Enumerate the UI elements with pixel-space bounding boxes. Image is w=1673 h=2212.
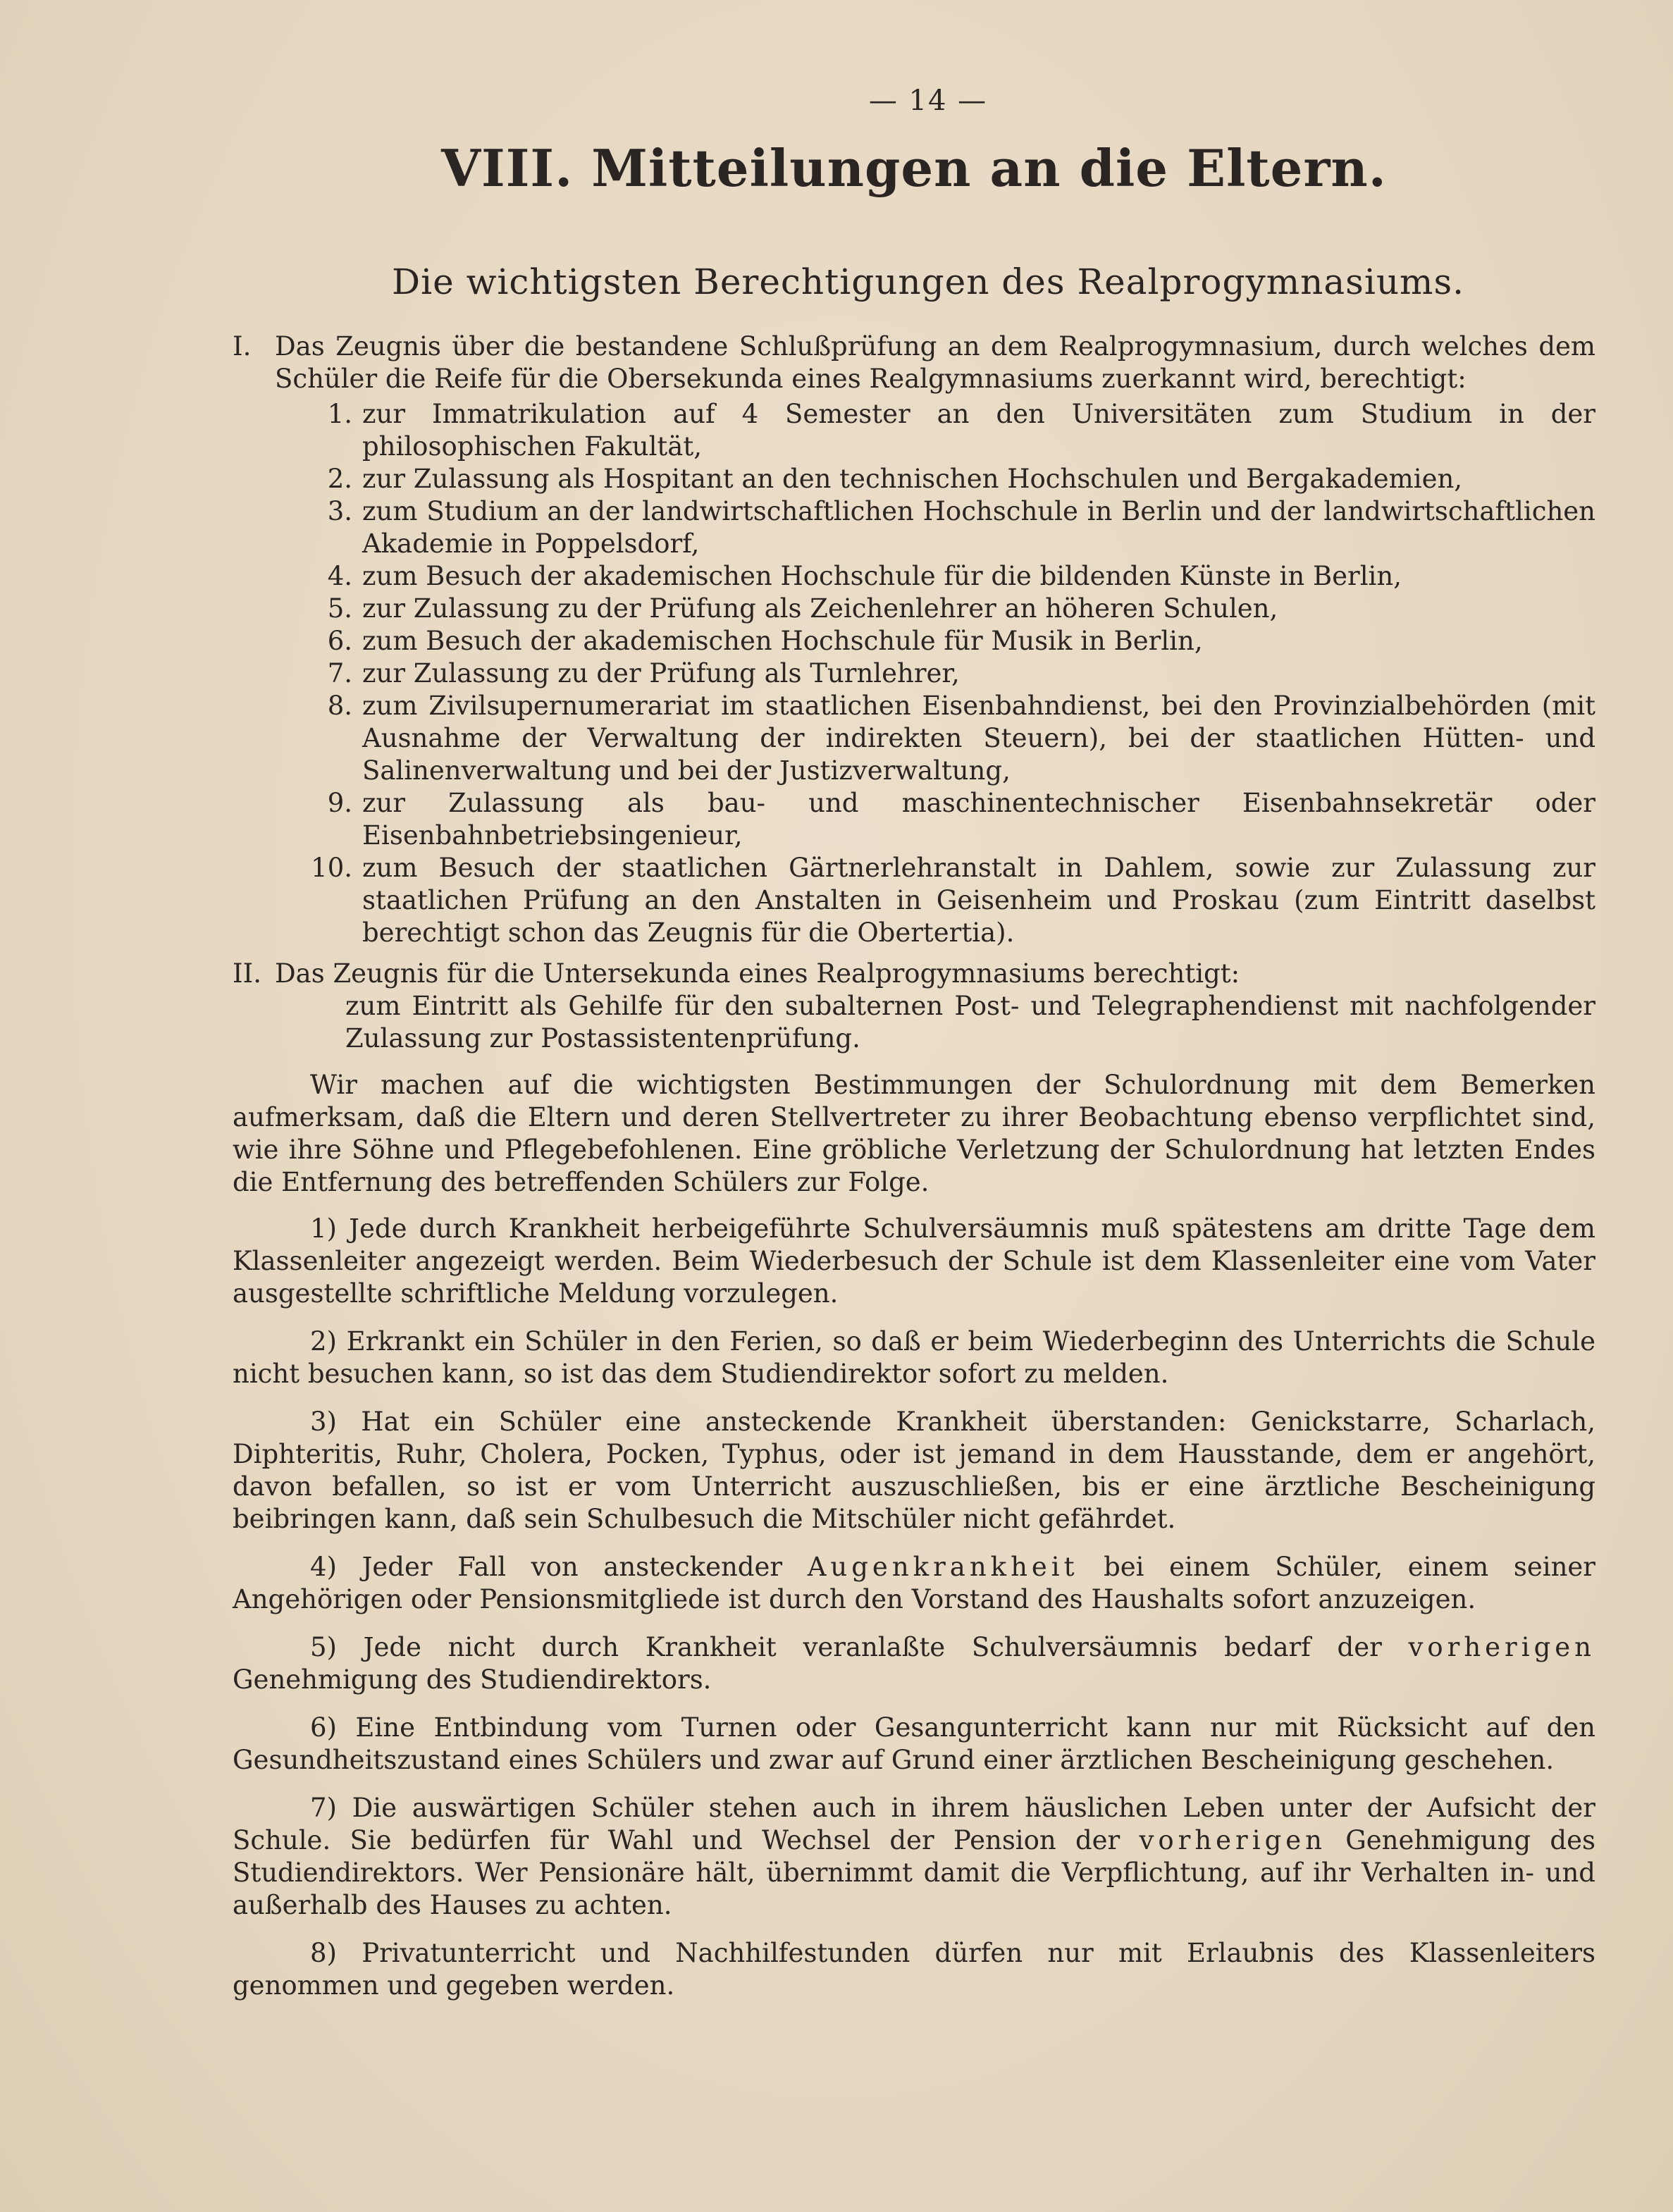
list-item: 6. zum Besuch der akademischen Hochschule für Musik in Berlin, — [327, 626, 1203, 656]
section-two-number: II. — [233, 958, 261, 989]
list-item: 5. zur Zulassung zu der Prüfung als Zeichenlehrer an höheren Schulen, — [327, 593, 1278, 624]
list-item: 9. zur Zulassung als bau- und maschinentechnischer Eisenbahnsekretär oder Eisenbahnbetriebsingenieur, — [327, 788, 1595, 851]
list-item: 7. zur Zulassung zu der Prüfung als Turnlehrer, — [327, 658, 960, 688]
intro-paragraph: Wir machen auf die wichtigsten Bestimmungen der Schulordnung mit dem Bemerken aufmerksam, daß die Eltern und deren Stellvertreter zu ihrer Beobachtung ebenso verpflichtet sind, wie ihre Söhne und Pflegebefohlenen. Eine gröbliche Verletzung der Schulordnung hat letzten Endes die Entfernung des betreffenden Schülers zur Folge. — [233, 1070, 1595, 1197]
rule-2: 2) Erkrankt ein Schüler in den Ferien, so daß er beim Wiederbeginn des Unterrichts die Schule nicht besuchen kann, so ist das dem Studiendirektor sofort zu melden. — [233, 1326, 1595, 1389]
rule-7: 7) Die auswärtigen Schüler stehen auch in ihrem häuslichen Leben unter der Aufsicht der Schule. Sie bedürfen für Wahl und Wechsel der Pension der vorherigen Genehmigung des Studiendirektors. Wer Pensionäre hält, übernimmt damit die Verpflichtung, auf ihr Verhalten in- und außerhalb des Hauses zu achten. — [233, 1793, 1595, 1920]
section-two-body: zum Eintritt als Gehilfe für den subalternen Post- und Telegraphendienst mit nachfolgender Zulassung zur Postassistentenprüfung. — [345, 991, 1595, 1054]
emphasis-text: Augenkrankheit — [807, 1552, 1079, 1582]
list-item: 4. zum Besuch der akademischen Hochschule für die bildenden Künste in Berlin, — [327, 561, 1402, 591]
rule-5: 5) Jede nicht durch Krankheit veranlaßte Schulversäumnis bedarf der vorherigen Genehmigung des Studiendirektors. — [233, 1632, 1595, 1695]
rule-6: 6) Eine Entbindung vom Turnen oder Gesangunterricht kann nur mit Rücksicht auf den Gesundheitszustand eines Schülers und zwar auf Grund einer ärztlichen Bescheinigung geschehen. — [233, 1712, 1595, 1775]
section-two-head — [233, 958, 1595, 990]
emphasis-text: vorherigen — [1408, 1632, 1595, 1662]
section-two — [233, 958, 1595, 1055]
section-one-intro: Das Zeugnis über die bestandene Schlußprüfung an dem Realprogymnasium, durch welches dem Schüler die Reife für die Obersekunda eines Realgymnasiums zuerkannt wird, berechtigt: — [275, 331, 1595, 394]
section-one — [233, 330, 1595, 949]
entitlement-list — [233, 398, 1595, 949]
list-item: 3. zum Studium an der landwirtschaftlichen Hochschule in Berlin und der landwirtschaftlichen Akademie in Poppelsdorf, — [327, 496, 1595, 559]
rule-3: 3) Hat ein Schüler eine ansteckende Krankheit überstanden: Genickstarre, Scharlach, Diphteritis, Ruhr, Cholera, Pocken, Typhus, oder ist jemand in dem Hausstande, dem er angehört, davon befallen, so ist er vom Unterricht auszuschließen, bis er eine ärztliche Bescheinigung beibringen kann, daß sein Schulbesuch die Mitschüler nicht gefährdet. — [233, 1407, 1595, 1534]
list-item: 10. zum Besuch der staatlichen Gärtnerlehranstalt in Dahlem, sowie zur Zulassung zur staatlichen Prüfung an den Anstalten in Geisenheim und Proskau (zum Eintritt daselbst berechtigt schon das Zeugnis für die Obertertia). — [311, 853, 1595, 948]
rule-1: 1) Jede durch Krankheit herbeigeführte Schulversäumnis muß spätestens am dritte Tage dem Klassenleiter angezeigt werden. Beim Wiederbesuch der Schule ist dem Klassenleiter eine vom Vater ausgestellte schriftliche Meldung vorzulegen. — [233, 1213, 1595, 1309]
page-number: — 14 — — [868, 85, 988, 117]
rule-8: 8) Privatunterricht und Nachhilfestunden dürfen nur mit Erlaubnis des Klassenleiters genommen und gegeben werden. — [233, 1938, 1595, 2001]
section-two-intro: Das Zeugnis für die Untersekunda eines Realprogymnasiums berechtigt: — [275, 958, 1240, 989]
page-title: VIII. Mitteilungen an die Eltern. — [441, 138, 1387, 198]
emphasis-text: vorherigen — [1139, 1825, 1326, 1855]
rule-4: 4) Jeder Fall von ansteckender Augenkrankheit bei einem Schüler, einem seiner Angehörigen oder Pensionsmitgliede ist durch den Vorstand des Haushalts sofort anzuzeigen. — [233, 1552, 1595, 1614]
list-item: 1. zur Immatrikulation auf 4 Semester an den Universitäten zum Studium in der philosophischen Fakultät, — [327, 399, 1595, 462]
section-one-number: I. — [233, 331, 252, 362]
list-item: 2. zur Zulassung als Hospitant an den technischen Hochschulen und Bergakademien, — [327, 464, 1463, 494]
section-subtitle: Die wichtigsten Berechtigungen des Realprogymnasiums. — [392, 261, 1464, 302]
list-item: 8. zum Zivilsupernumerariat im staatlichen Eisenbahndienst, bei den Provinzialbehörden (mit Ausnahme der Verwaltung der indirekten Steuern), bei der staatlichen Hütten- und Salinenverwaltung und bei der Justizverwaltung, — [327, 691, 1595, 786]
section-one-head — [233, 330, 1595, 395]
